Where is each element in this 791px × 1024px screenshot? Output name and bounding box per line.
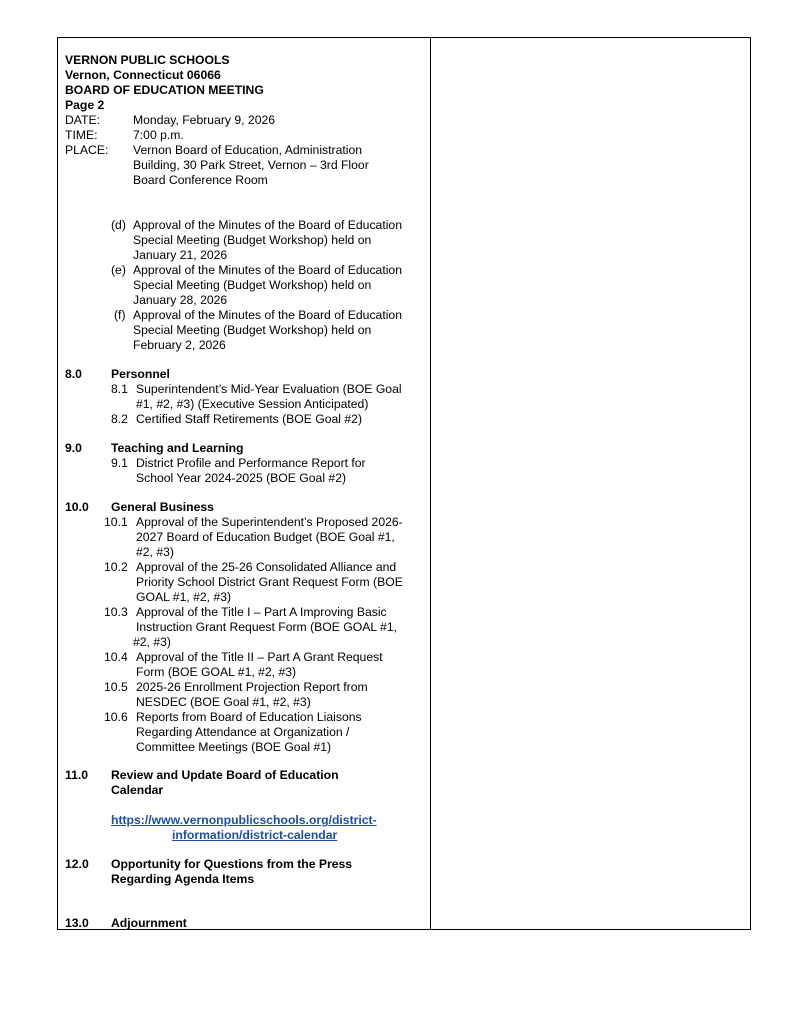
date-label: DATE: (65, 113, 100, 127)
place-label: PLACE: (65, 143, 109, 157)
page-number: Page 2 (65, 98, 105, 112)
item-letter: (d) (111, 218, 126, 232)
item-text: Certified Staff Retirements (BOE Goal #2) (136, 412, 363, 426)
item-letter: (e) (111, 263, 126, 277)
time-label: TIME: (65, 128, 98, 142)
item-text: Regarding Attendance at Organization / (136, 725, 350, 739)
item-text: Approval of the 25-26 Consolidated Alliance and (136, 560, 397, 574)
section-title: General Business (111, 500, 214, 514)
item-number: 9.1 (111, 456, 128, 470)
org-name: VERNON PUBLIC SCHOOLS (65, 53, 230, 67)
date-value: Monday, February 9, 2026 (133, 113, 276, 127)
item-text: #2, #3) (136, 545, 174, 559)
item-text: Committee Meetings (BOE Goal #1) (136, 740, 332, 754)
place-line: Board Conference Room (133, 173, 268, 187)
item-text: Form (BOE GOAL #1, #2, #3) (136, 665, 297, 679)
section-number: 9.0 (65, 441, 82, 455)
section-title: Regarding Agenda Items (111, 872, 255, 886)
column-divider (430, 37, 431, 930)
item-text: Approval of the Title I – Part A Improving Basic (136, 605, 387, 619)
item-text: #1, #2, #3) (Executive Session Anticipated) (136, 397, 369, 411)
section-title: Review and Update Board of Education (111, 768, 339, 782)
item-letter: (f) (114, 308, 126, 322)
item-number: 10.4 (104, 650, 128, 664)
item-text: Superintendent’s Mid-Year Evaluation (BOE Goal (136, 382, 402, 396)
item-text: Reports from Board of Education Liaisons (136, 710, 362, 724)
item-text: District Profile and Performance Report for (136, 456, 366, 470)
item-number: 10.3 (104, 605, 128, 619)
section-number: 8.0 (65, 367, 82, 381)
item-text: January 21, 2026 (133, 248, 228, 262)
calendar-link[interactable]: information/district-calendar (172, 828, 338, 842)
section-title: Teaching and Learning (111, 441, 244, 455)
section-number: 10.0 (65, 500, 89, 514)
item-number: 10.5 (104, 680, 128, 694)
item-text: 2027 Board of Education Budget (BOE Goal #1, (136, 530, 395, 544)
item-text: Instruction Grant Request Form (BOE GOAL #1, (136, 620, 398, 634)
item-number: 8.1 (111, 382, 128, 396)
item-text: Approval of the Title II – Part A Grant Request (136, 650, 383, 664)
item-text: #2, #3) (133, 635, 171, 649)
section-title: Adjournment (111, 916, 187, 930)
section-title: Calendar (111, 783, 164, 797)
item-number: 10.2 (104, 560, 128, 574)
item-text: Priority School District Grant Request Form (BOE (136, 575, 403, 589)
place-line: Building, 30 Park Street, Vernon – 3rd Floor (133, 158, 369, 172)
item-text: GOAL #1, #2, #3) (136, 590, 232, 604)
item-text: February 2, 2026 (133, 338, 226, 352)
section-number: 12.0 (65, 857, 89, 871)
time-value: 7:00 p.m. (133, 128, 184, 142)
item-text: NESDEC (BOE Goal #1, #2, #3) (136, 695, 311, 709)
item-text: Approval of the Minutes of the Board of Education (133, 263, 402, 277)
meeting-title: BOARD OF EDUCATION MEETING (65, 83, 264, 97)
item-text: School Year 2024-2025 (BOE Goal #2) (136, 471, 347, 485)
item-text: Approval of the Superintendent’s Proposed 2026- (136, 515, 403, 529)
item-number: 8.2 (111, 412, 128, 426)
item-text: Special Meeting (Budget Workshop) held on (133, 323, 372, 337)
section-title: Opportunity for Questions from the Press (111, 857, 353, 871)
item-text: Special Meeting (Budget Workshop) held on (133, 278, 372, 292)
calendar-link[interactable]: https://www.vernonpublicschools.org/district- (111, 813, 377, 827)
org-city: Vernon, Connecticut 06066 (65, 68, 221, 82)
item-text: January 28, 2026 (133, 293, 228, 307)
item-text: Approval of the Minutes of the Board of Education (133, 308, 402, 322)
section-number: 11.0 (65, 768, 89, 782)
item-text: 2025-26 Enrollment Projection Report from (136, 680, 368, 694)
item-text: Approval of the Minutes of the Board of Education (133, 218, 402, 232)
section-number: 13.0 (65, 916, 89, 930)
item-number: 10.6 (104, 710, 128, 724)
item-text: Special Meeting (Budget Workshop) held on (133, 233, 372, 247)
section-title: Personnel (111, 367, 170, 381)
place-line: Vernon Board of Education, Administration (133, 143, 362, 157)
item-number: 10.1 (104, 515, 128, 529)
